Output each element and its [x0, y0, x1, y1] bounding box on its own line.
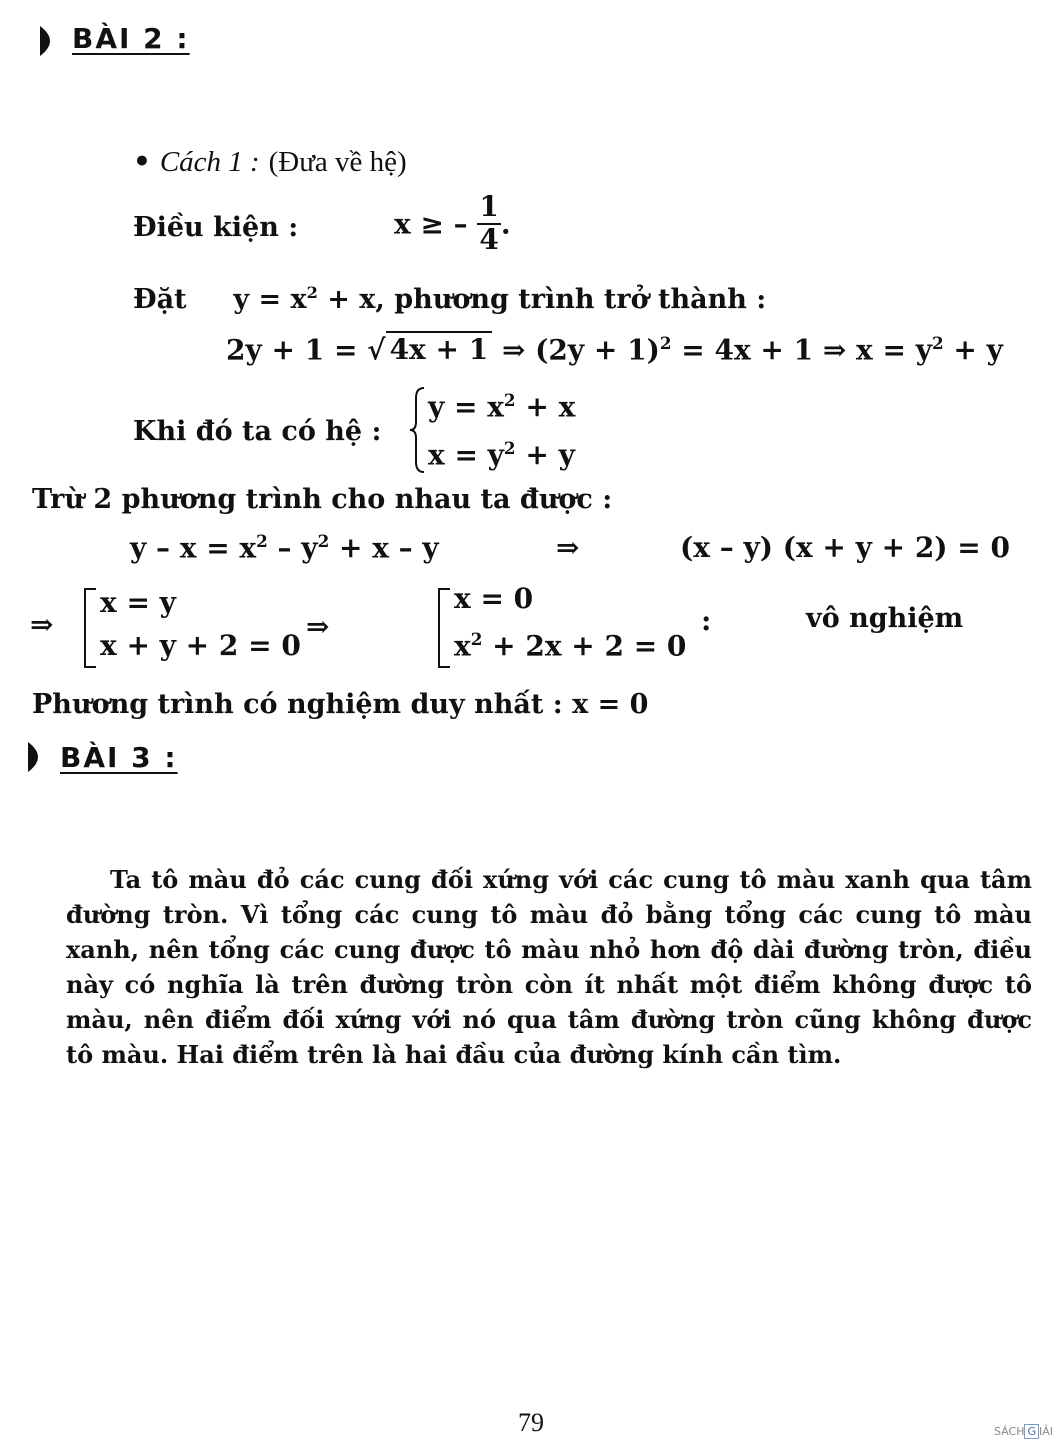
case2-line-1: x = 0 [454, 582, 534, 615]
he-label: Khi đó ta có hệ : [133, 416, 382, 447]
dat-line [133, 283, 766, 315]
logo-left-text: SÁCH [994, 1425, 1025, 1438]
dat-rest: + x, phương trình trở thành : [317, 284, 767, 315]
equation-1 [226, 333, 1003, 366]
he-line-2 [428, 438, 575, 471]
dat-label: Đặt [133, 284, 187, 315]
superscript: 2 [659, 333, 672, 353]
page-number: 79 [518, 1408, 544, 1437]
dieukien-fraction [477, 192, 500, 256]
dieukien-lhs: x ≥ – [394, 207, 468, 241]
case2-line-2 [454, 629, 686, 662]
he-line-2-rest: + y [515, 438, 575, 472]
he-line-2-lhs: x = y [428, 438, 504, 472]
case1-bracket-icon [84, 588, 96, 668]
superscript: 2 [306, 283, 318, 302]
he-line-1 [428, 390, 575, 423]
case2-line-2-lhs: x [454, 629, 471, 663]
case-arrow-2: ⇒ [306, 610, 330, 643]
bai3-heading: BÀI 3 : [60, 741, 178, 774]
superscript: 2 [317, 531, 330, 551]
logo-box-text: G [1024, 1424, 1039, 1439]
superscript: 2 [931, 333, 944, 353]
case-colon: : [701, 604, 712, 637]
case2-line-2-rest: + 2x + 2 = 0 [482, 629, 687, 663]
fraction-numerator: 1 [479, 190, 499, 223]
bai2-heading: BÀI 2 : [72, 22, 190, 55]
tru-left-b: – y [267, 531, 318, 565]
logo-right-text: IẢI [1039, 1425, 1054, 1438]
bai2-heading-marker [38, 24, 62, 62]
bai3-paragraph-text: Ta tô màu đỏ các cung đối xứng với các cung tô màu xanh qua tâm đường tròn. Vì tổng các cung tô màu đỏ bằng tổng các cung tô màu xanh, nên tổng các cung được tô màu nhỏ hơn độ dài đường tròn, điều này có nghĩa là trên đường tròn còn ít nhất một điểm không được tô màu, nên điểm đối xứng với nó qua tâm đường tròn cũng không được tô màu. Hai điểm trên là hai đầu của đường kính cần tìm. [66, 865, 1032, 1069]
publisher-logo [994, 1424, 1053, 1439]
superscript: 2 [503, 438, 516, 458]
case-arrow-1: ⇒ [30, 608, 54, 641]
case1-line-2: x + y + 2 = 0 [100, 629, 301, 662]
bai3-paragraph [66, 862, 1032, 1072]
tru-equation-right: (x – y) (x + y + 2) = 0 [680, 531, 1010, 564]
superscript: 2 [470, 629, 483, 649]
tru-left-a: y – x = x [130, 531, 257, 565]
dieukien-expr: x ≥ – $\frac{1}{4}$ . [394, 190, 511, 256]
bullet-dot-icon: • [133, 145, 151, 178]
cach1-line [133, 145, 407, 179]
bai3-heading-marker [26, 740, 50, 778]
eq1-lhs: 2y + 1 = [226, 333, 358, 367]
case1-line-1: x = y [100, 586, 176, 619]
he-line-1-lhs: y = x [428, 390, 504, 424]
cach1-label: Cách 1 : [159, 146, 260, 178]
eq1-end: + y [943, 333, 1003, 367]
cach1-note: (Đưa về hệ) [268, 146, 407, 178]
heading-bullet-icon [26, 740, 50, 774]
tru-arrow: ⇒ [556, 531, 580, 564]
system-brace-icon [408, 386, 428, 474]
conclusion: Phương trình có nghiệm duy nhất : x = 0 [32, 689, 649, 720]
superscript: 2 [256, 531, 268, 551]
vo-nghiem: vô nghiệm [806, 603, 964, 634]
fraction-denominator: 4 [479, 222, 499, 256]
superscript: 2 [503, 390, 516, 410]
eq1-sqrt-content: 4x + 1 [386, 331, 493, 366]
eq1-mid: ⇒ (2y + 1) [501, 333, 660, 367]
eq1-mid2: = 4x + 1 ⇒ x = y [671, 333, 932, 367]
tru-left-c: + x – y [329, 531, 439, 565]
tru-equation-left [130, 531, 439, 564]
case2-bracket-icon [438, 588, 450, 668]
tru-text: Trừ 2 phương trình cho nhau ta được : [32, 484, 613, 515]
sqrt-icon: √ [367, 333, 386, 367]
heading-bullet-icon [38, 24, 62, 58]
dieukien-label: Điều kiện : [133, 212, 299, 243]
he-line-1-rest: + x [515, 390, 576, 424]
dat-expr: y = x [233, 284, 307, 315]
